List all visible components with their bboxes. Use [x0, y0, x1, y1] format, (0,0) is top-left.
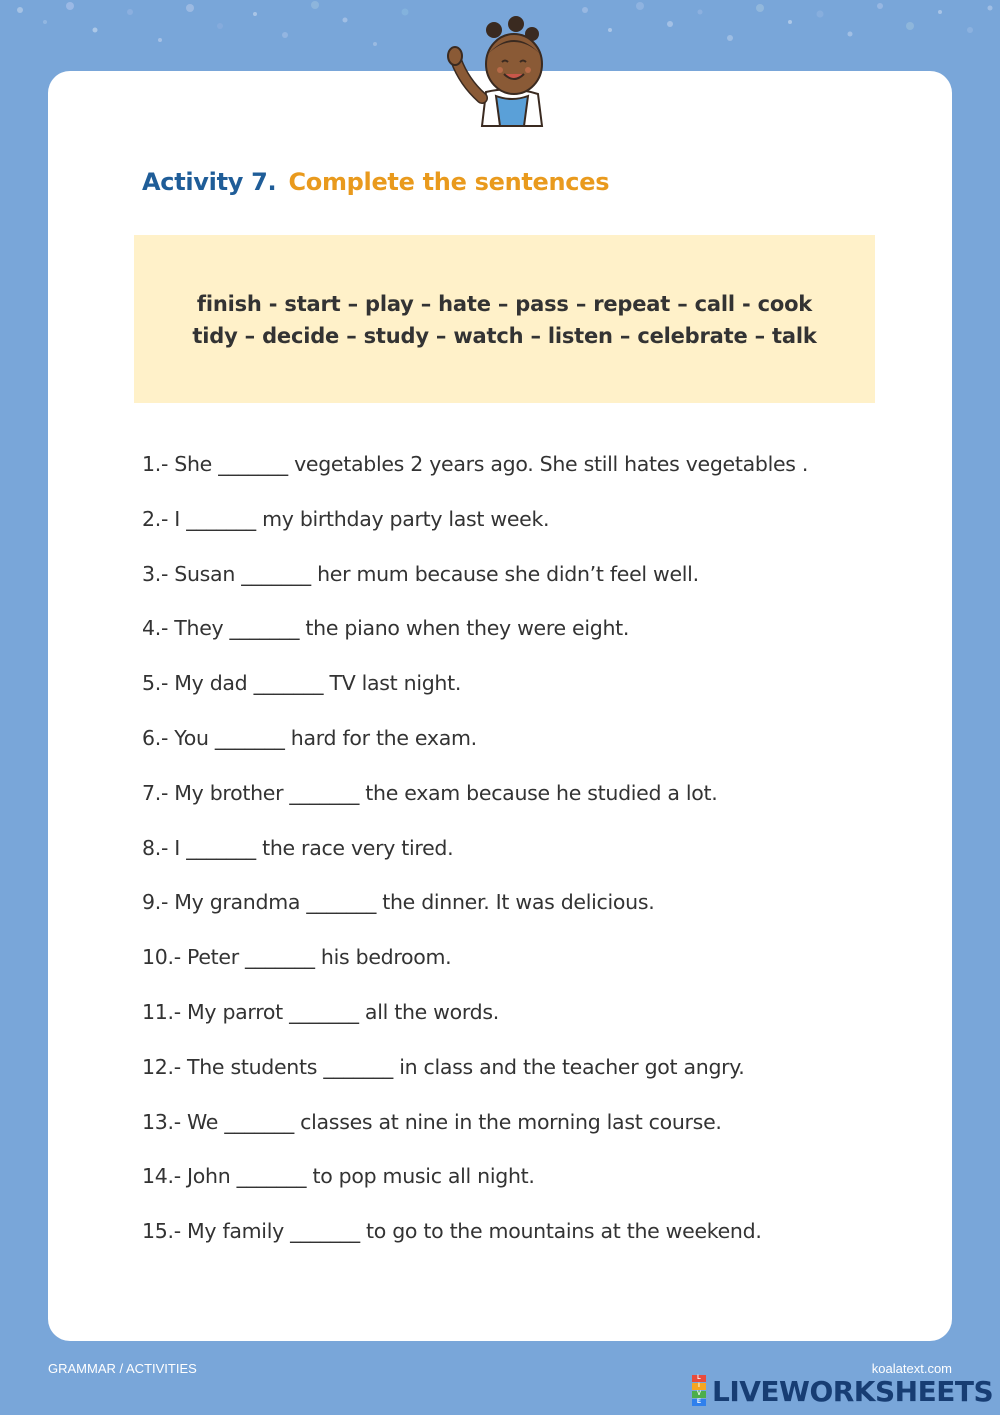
live-tag-letter: I	[692, 1383, 706, 1390]
sentence-item: 9.- My grandma _______ the dinner. It was delicious.	[142, 890, 655, 915]
word-bank-line-2: tidy – decide – study – watch – listen – celebrate – talk	[192, 324, 817, 348]
sentence-item: 7.- My brother _______ the exam because he studied a lot.	[142, 780, 718, 805]
sentence-list	[142, 452, 808, 1274]
waving-child-mascot-icon	[442, 12, 554, 128]
footer-section-label: GRAMMAR / ACTIVITIES	[48, 1361, 197, 1376]
live-tag-icon	[692, 1375, 708, 1407]
sentence-item: 6.- You _______ hard for the exam.	[142, 725, 477, 750]
footer-site-link[interactable]: koalatext.com	[871, 1361, 952, 1376]
word-bank-box	[134, 235, 875, 403]
sentence-item: 12.- The students _______ in class and the teacher got angry.	[142, 1054, 745, 1079]
sentence-item: 8.- I _______ the race very tired.	[142, 835, 454, 860]
word-bank-line-1: finish - start – play – hate – pass – repeat – call - cook	[196, 292, 813, 316]
live-tag-letter: V	[692, 1391, 706, 1398]
sentence-item: 13.- We _______ classes at nine in the morning last course.	[142, 1109, 722, 1134]
sentence-item: 1.- She _______ vegetables 2 years ago. She still hates vegetables .	[142, 452, 809, 476]
live-tag-letter: L	[692, 1375, 706, 1382]
sentence-item: 2.- I _______ my birthday party last week.	[142, 506, 550, 531]
sentence-item: 10.- Peter _______ his bedroom.	[142, 945, 452, 970]
sentence-item: 15.- My family _______ to go to the mountains at the weekend.	[142, 1219, 762, 1244]
activity-heading	[142, 168, 609, 196]
sentence-item: 5.- My dad _______ TV last night.	[142, 671, 462, 696]
activity-title: Complete the sentences	[288, 168, 610, 196]
sentence-item: 4.- They _______ the piano when they were eight.	[142, 616, 630, 641]
liveworksheets-brand-text: LIVEWORKSHEETS	[712, 1374, 994, 1408]
sentence-item: 11.- My parrot _______ all the words.	[142, 999, 499, 1024]
liveworksheets-logo[interactable]	[692, 1374, 993, 1408]
activity-number: Activity 7.	[142, 168, 277, 196]
sentence-item: 3.- Susan _______ her mum because she didn’t feel well.	[142, 561, 699, 586]
sentence-item: 14.- John _______ to pop music all night.	[142, 1164, 535, 1189]
live-tag-letter: E	[692, 1399, 706, 1406]
